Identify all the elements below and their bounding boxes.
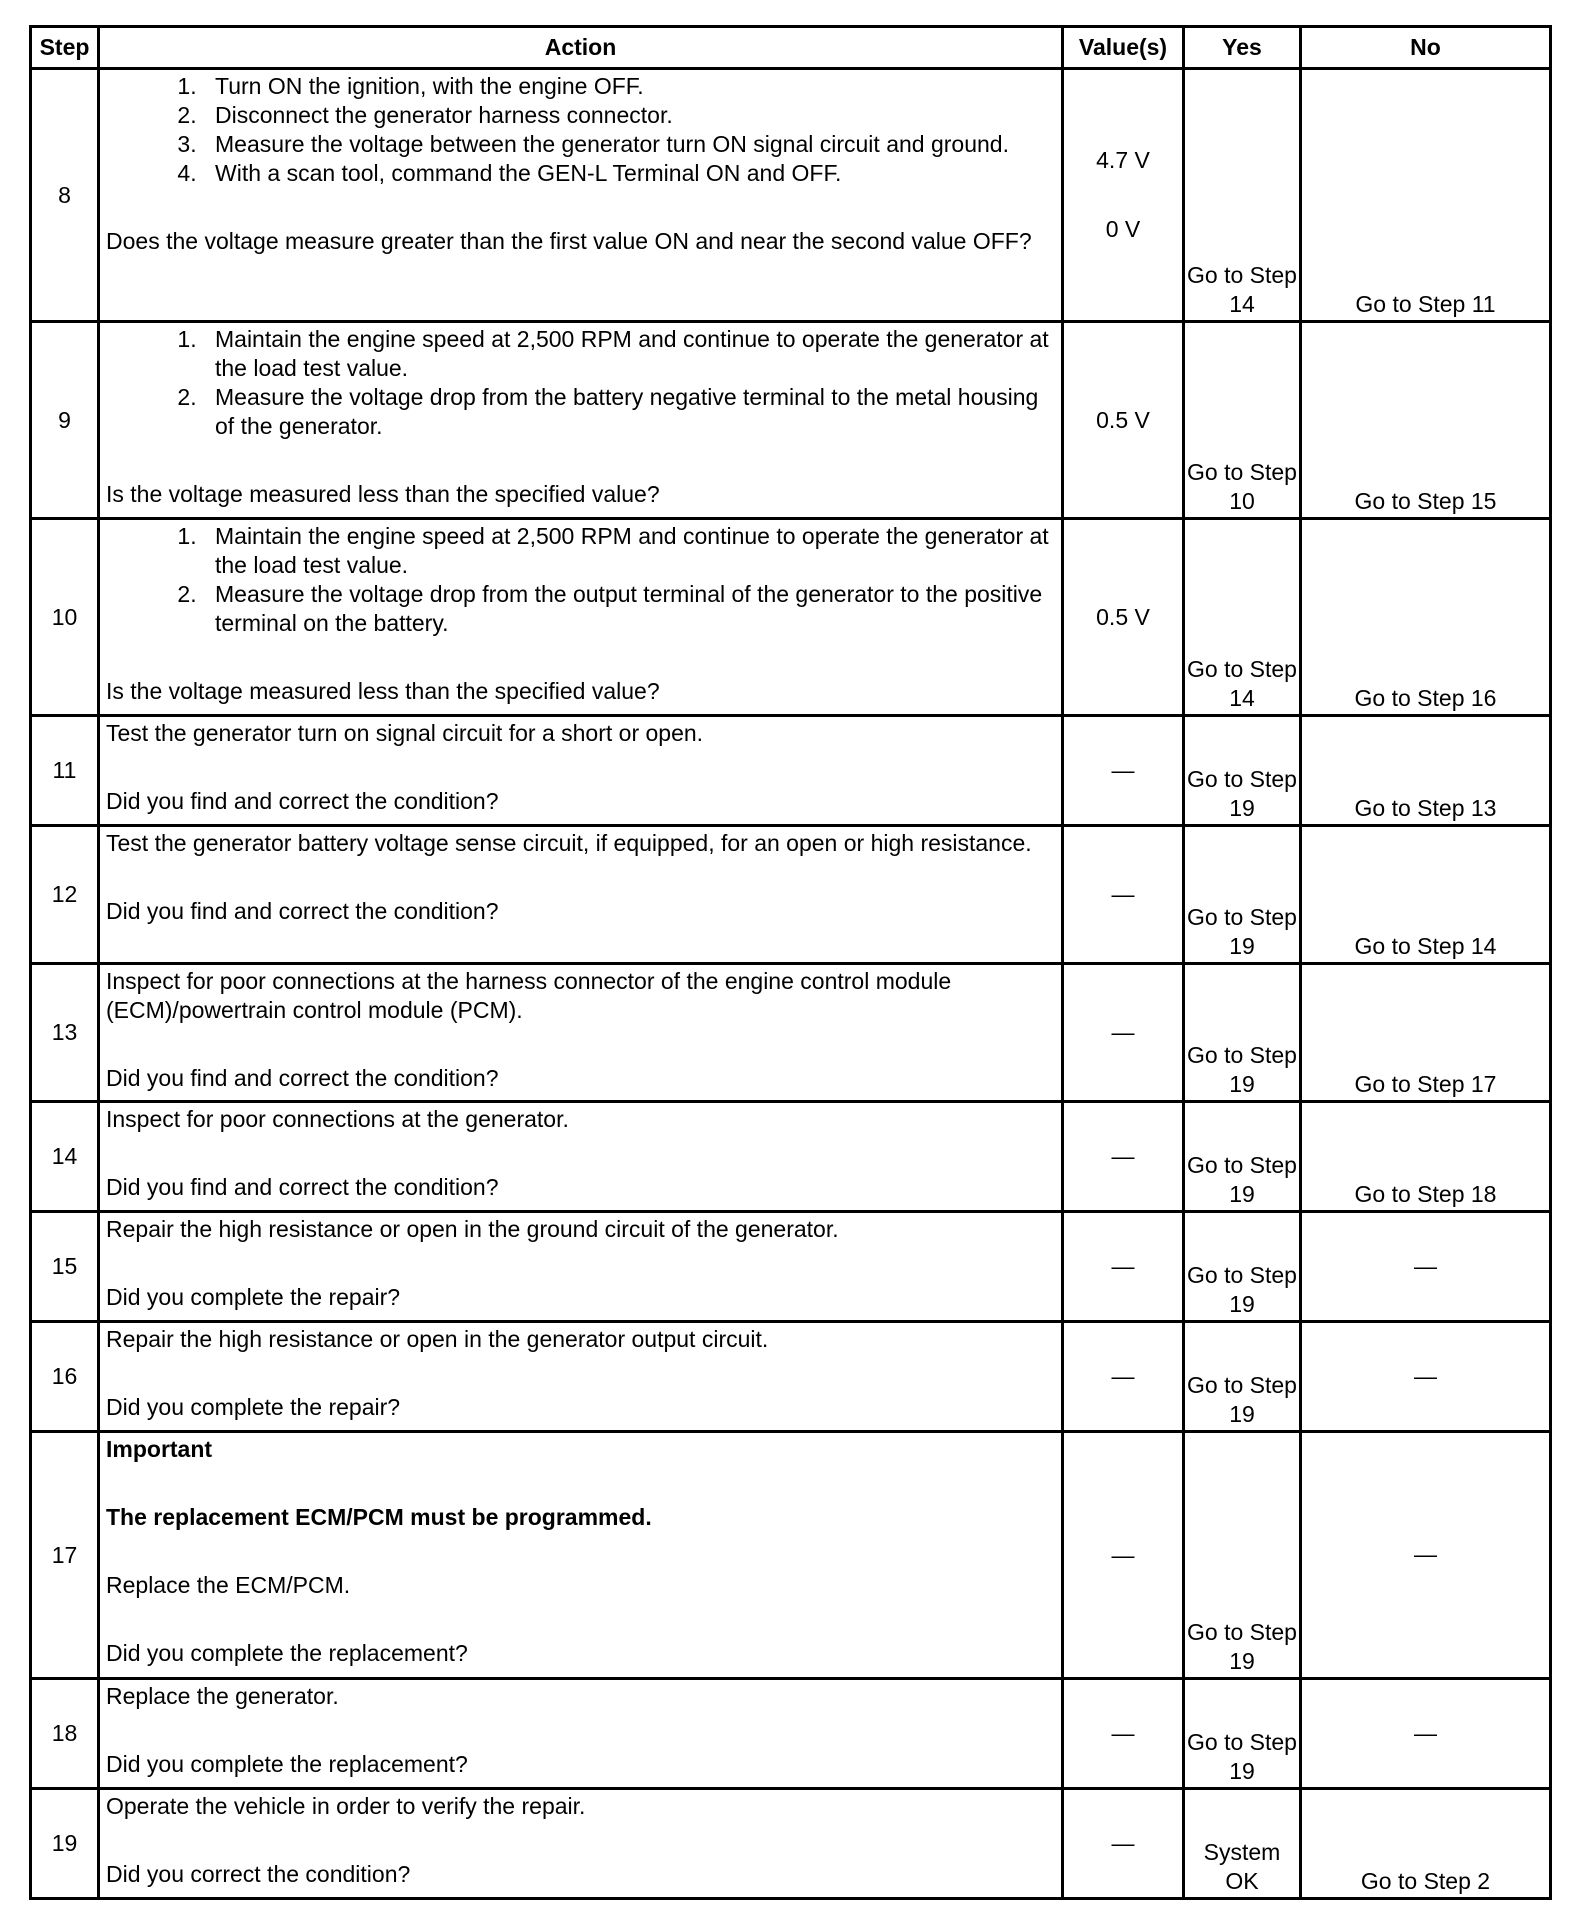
question-text: Did you complete the repair? (106, 1284, 401, 1310)
value-cell: — (1063, 716, 1184, 826)
value-cell: — (1063, 1102, 1184, 1212)
value-cell: — (1063, 1679, 1184, 1789)
list-item: 1. Turn ON the ignition, with the engine OFF. (203, 72, 1055, 101)
question-text: Did you correct the condition? (106, 1861, 411, 1887)
action-list (106, 325, 1055, 441)
step-number: 18 (31, 1679, 99, 1789)
step-number: 17 (31, 1432, 99, 1679)
no-cell: — (1301, 1679, 1551, 1789)
table-row (31, 826, 1551, 964)
question-text: Did you complete the replacement? (106, 1640, 468, 1666)
action-cell (99, 1212, 1063, 1322)
list-item: 1. Maintain the engine speed at 2,500 RPM and continue to operate the generator at the load test value. (203, 325, 1055, 383)
value-cell: 0.5 V (1063, 519, 1184, 716)
header-no: No (1301, 27, 1551, 69)
action-cell (99, 1679, 1063, 1789)
header-step: Step (31, 27, 99, 69)
value-on: 4.7 V (1096, 147, 1150, 173)
step-number: 11 (31, 716, 99, 826)
action-cell (99, 519, 1063, 716)
question-text: Did you find and correct the condition? (106, 788, 499, 814)
header-action: Action (99, 27, 1063, 69)
yes-cell: Go to Step 19 (1184, 1679, 1301, 1789)
yes-cell: Go to Step 19 (1184, 1102, 1301, 1212)
action-text: Test the generator turn on signal circuit for a short or open. (106, 720, 704, 746)
table-row (31, 964, 1551, 1102)
action-text: Replace the generator. (106, 1683, 339, 1709)
question-text: Is the voltage measured less than the specified value? (106, 678, 660, 704)
no-cell: Go to Step 15 (1301, 322, 1551, 519)
value-cell: 0.5 V (1063, 322, 1184, 519)
action-text: Operate the vehicle in order to verify the repair. (106, 1793, 586, 1819)
action-list (106, 72, 1055, 188)
step-number: 12 (31, 826, 99, 964)
list-item: 3. Measure the voltage between the generator turn ON signal circuit and ground. (203, 130, 1055, 159)
header-yes: Yes (1184, 27, 1301, 69)
table-row (31, 1102, 1551, 1212)
yes-cell: System OK (1184, 1789, 1301, 1899)
table-row (31, 1679, 1551, 1789)
yes-cell: Go to Step 14 (1184, 519, 1301, 716)
list-item: 1. Maintain the engine speed at 2,500 RPM and continue to operate the generator at the load test value. (203, 522, 1055, 580)
table-row (31, 1212, 1551, 1322)
value-cell: — (1063, 826, 1184, 964)
table-row (31, 322, 1551, 519)
question-text: Did you find and correct the condition? (106, 1065, 499, 1091)
step-number: 9 (31, 322, 99, 519)
yes-cell: Go to Step 19 (1184, 716, 1301, 826)
step-number: 15 (31, 1212, 99, 1322)
important-label: Important (106, 1436, 213, 1462)
step-number: 14 (31, 1102, 99, 1212)
action-cell (99, 69, 1063, 322)
yes-cell: Go to Step 14 (1184, 69, 1301, 322)
action-cell (99, 1789, 1063, 1899)
table-row (31, 1432, 1551, 1679)
diagnostic-table (29, 25, 1552, 1900)
action-cell (99, 1432, 1063, 1679)
yes-cell: Go to Step 10 (1184, 322, 1301, 519)
action-text: Repair the high resistance or open in the generator output circuit. (106, 1326, 769, 1352)
value-cell: — (1063, 964, 1184, 1102)
action-text: Inspect for poor connections at the generator. (106, 1106, 569, 1132)
action-text: Replace the ECM/PCM. (106, 1572, 351, 1598)
question-text: Did you find and correct the condition? (106, 1174, 499, 1200)
no-cell: — (1301, 1212, 1551, 1322)
question-text: Did you complete the repair? (106, 1394, 401, 1420)
table-row (31, 69, 1551, 322)
value-cell: — (1063, 1322, 1184, 1432)
table-row (31, 519, 1551, 716)
header-row (31, 27, 1551, 69)
important-text: The replacement ECM/PCM must be programmed. (106, 1504, 652, 1530)
action-cell (99, 1322, 1063, 1432)
header-values: Value(s) (1063, 27, 1184, 69)
action-text: Inspect for poor connections at the harness connector of the engine control module (ECM)/powertrain control module (PCM). (106, 968, 952, 1023)
no-cell: Go to Step 14 (1301, 826, 1551, 964)
yes-cell: Go to Step 19 (1184, 1322, 1301, 1432)
step-number: 19 (31, 1789, 99, 1899)
table-row (31, 716, 1551, 826)
action-list (106, 522, 1055, 638)
value-cell (1063, 69, 1184, 322)
no-cell: Go to Step 16 (1301, 519, 1551, 716)
list-item: 4. With a scan tool, command the GEN-L Terminal ON and OFF. (203, 159, 1055, 188)
no-cell: — (1301, 1432, 1551, 1679)
yes-cell: Go to Step 19 (1184, 1432, 1301, 1679)
value-cell: — (1063, 1212, 1184, 1322)
list-item: 2. Measure the voltage drop from the output terminal of the generator to the positive terminal on the battery. (203, 580, 1055, 638)
step-number: 13 (31, 964, 99, 1102)
no-cell: — (1301, 1322, 1551, 1432)
action-cell (99, 826, 1063, 964)
value-cell: — (1063, 1432, 1184, 1679)
question-text: Does the voltage measure greater than the first value ON and near the second value OFF? (106, 228, 1032, 254)
list-item: 2. Disconnect the generator harness connector. (203, 101, 1055, 130)
action-text: Repair the high resistance or open in the ground circuit of the generator. (106, 1216, 839, 1242)
no-cell: Go to Step 17 (1301, 964, 1551, 1102)
yes-cell: Go to Step 19 (1184, 1212, 1301, 1322)
question-text: Is the voltage measured less than the specified value? (106, 481, 660, 507)
action-cell (99, 716, 1063, 826)
no-cell: Go to Step 2 (1301, 1789, 1551, 1899)
question-text: Did you complete the replacement? (106, 1751, 468, 1777)
action-cell (99, 1102, 1063, 1212)
question-text: Did you find and correct the condition? (106, 898, 499, 924)
action-text: Test the generator battery voltage sense circuit, if equipped, for an open or high resistance. (106, 830, 1032, 856)
table-row (31, 1789, 1551, 1899)
no-cell: Go to Step 13 (1301, 716, 1551, 826)
step-number: 16 (31, 1322, 99, 1432)
no-cell: Go to Step 11 (1301, 69, 1551, 322)
list-item: 2. Measure the voltage drop from the battery negative terminal to the metal housing of the generator. (203, 383, 1055, 441)
value-off: 0 V (1105, 216, 1141, 242)
no-cell: Go to Step 18 (1301, 1102, 1551, 1212)
action-cell (99, 322, 1063, 519)
value-cell: — (1063, 1789, 1184, 1899)
step-number: 8 (31, 69, 99, 322)
table-row (31, 1322, 1551, 1432)
yes-cell: Go to Step 19 (1184, 826, 1301, 964)
step-number: 10 (31, 519, 99, 716)
yes-cell: Go to Step 19 (1184, 964, 1301, 1102)
action-cell (99, 964, 1063, 1102)
